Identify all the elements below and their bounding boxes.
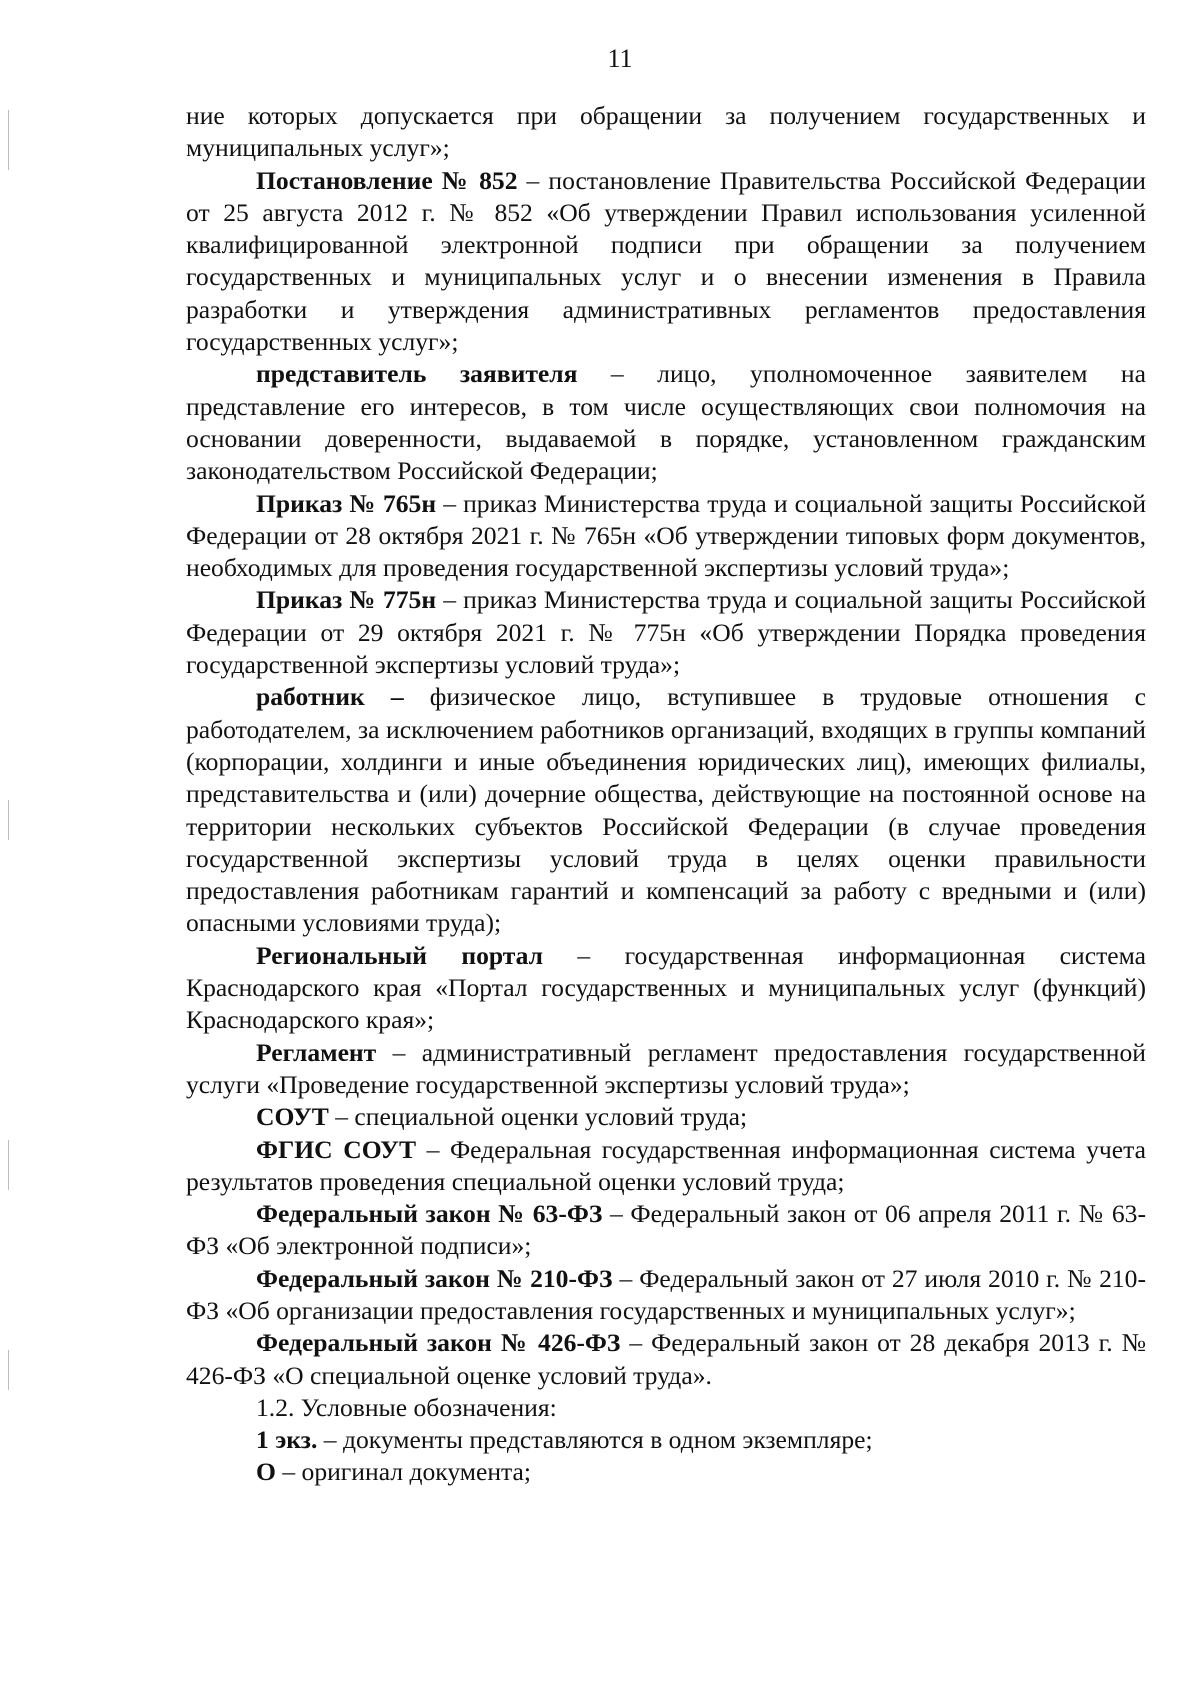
document-paragraph	[186, 1392, 1146, 1424]
defined-term: ФГИС СОУТ	[256, 1134, 417, 1164]
document-paragraph	[186, 940, 1146, 1037]
paragraph-text: – специальной оценки условий труда;	[328, 1102, 748, 1132]
paragraph-text: ние которых допускается при обращении за получением государственных и муниципальных услуг»;	[186, 101, 1146, 163]
document-paragraph	[186, 100, 1146, 165]
paragraph-text: – оригинал документа;	[275, 1457, 532, 1487]
document-paragraph	[186, 1327, 1146, 1392]
document-paragraph	[186, 1101, 1146, 1133]
scan-margin-mark	[8, 110, 9, 170]
paragraph-text: физическое лицо, вступившее в трудовые отношения с работодателем, за исключением работников организаций, входящих в группы компаний (корпорации, холдинги и иные объединения юридических лиц), имеющих филиалы, представительства и (или) дочерние общества, действующие на постоянной основе на территории нескольких субъектов Российской Федерации (в случае проведения государственной экспертизы условий труда в целях оценки правильности предоставления работникам гарантий и компенсаций за работу с вредными и (или) опасными условиями труда);	[186, 682, 1146, 938]
page-number: 11	[607, 44, 633, 73]
paragraph-text: – государственная информационная система Краснодарского края «Портал государственных и муниципальных услуг (функций) Краснодарского края»;	[186, 940, 1147, 1035]
scan-margin-mark	[8, 1140, 9, 1190]
paragraph-text: – Федеральный закон от 06 апреля 2011 г. № 63-ФЗ «Об электронной подписи»;	[186, 1199, 1147, 1261]
defined-term: Региональный портал	[256, 940, 544, 970]
paragraph-text: – документы представляются в одном экземпляре;	[317, 1425, 873, 1455]
defined-term: СОУТ	[256, 1102, 329, 1132]
paragraph-text: – постановление Правительства Российской Федерации от 25 августа 2012 г. № 852 «Об утверждении Правил использования усиленной квалифицированной электронной подписи при обращении за получением государственных и муниципальных услуг и о внесении изменения в Правила разработки и утверждения административных регламентов предоставления государственных услуг»;	[186, 165, 1146, 357]
defined-term: Приказ № 775н	[256, 585, 437, 615]
document-paragraph	[186, 584, 1146, 681]
scan-margin-mark	[8, 1350, 9, 1390]
defined-term: представитель заявителя	[256, 359, 578, 389]
document-paragraph	[186, 1134, 1146, 1199]
document-paragraph	[186, 1456, 1146, 1488]
document-paragraph	[186, 358, 1146, 487]
document-paragraph	[186, 681, 1146, 939]
paragraph-text: – Федеральный закон от 27 июля 2010 г. № 210-ФЗ «Об организации предоставления государственных и муниципальных услуг»;	[186, 1263, 1146, 1325]
paragraph-text: – Федеральный закон от 28 декабря 2013 г. № 426-ФЗ «О специальной оценке условий труда».	[186, 1328, 1146, 1390]
paragraph-text: – приказ Министерства труда и социальной защиты Российской Федерации от 29 октября 2021 г. № 775н «Об утверждении Порядка проведения государственной экспертизы условий труда»;	[186, 585, 1147, 680]
defined-term: Федеральный закон № 426-ФЗ	[256, 1328, 621, 1358]
defined-term: О	[256, 1457, 276, 1487]
paragraph-text: – административный регламент предоставления государственной услуги «Проведение государственной экспертизы условий труда»;	[186, 1037, 1146, 1099]
paragraph-text: – приказ Министерства труда и социальной защиты Российской Федерации от 28 октября 2021 г. № 765н «Об утверждении типовых форм документов, необходимых для проведения государственной экспертизы условий труда»;	[186, 488, 1147, 583]
document-paragraph	[186, 1424, 1146, 1456]
defined-term: работник –	[256, 682, 404, 712]
paragraph-text: – Федеральная государственная информационная система учета результатов проведения специальной оценки условий труда;	[186, 1134, 1146, 1196]
document-body	[186, 100, 1146, 1489]
document-paragraph	[186, 165, 1146, 359]
document-paragraph	[186, 1037, 1146, 1102]
paragraph-text: 1.2. Условные обозначения:	[256, 1392, 557, 1422]
defined-term: Приказ № 765н	[256, 488, 437, 518]
defined-term: 1 экз.	[256, 1425, 318, 1455]
document-paragraph	[186, 1263, 1146, 1328]
document-paragraph	[186, 1198, 1146, 1263]
defined-term: Федеральный закон № 210-ФЗ	[256, 1263, 613, 1293]
document-paragraph	[186, 488, 1146, 585]
defined-term: Постановление № 852	[256, 165, 518, 195]
paragraph-text: – лицо, уполномоченное заявителем на представление его интересов, в том числе осуществляющих свои полномочия на основании доверенности, выдаваемой в порядке, установленном гражданским законодательством Российской Федерации;	[186, 359, 1146, 486]
scan-margin-mark	[8, 800, 9, 840]
defined-term: Федеральный закон № 63-ФЗ	[256, 1199, 603, 1229]
defined-term: Регламент	[256, 1037, 377, 1067]
